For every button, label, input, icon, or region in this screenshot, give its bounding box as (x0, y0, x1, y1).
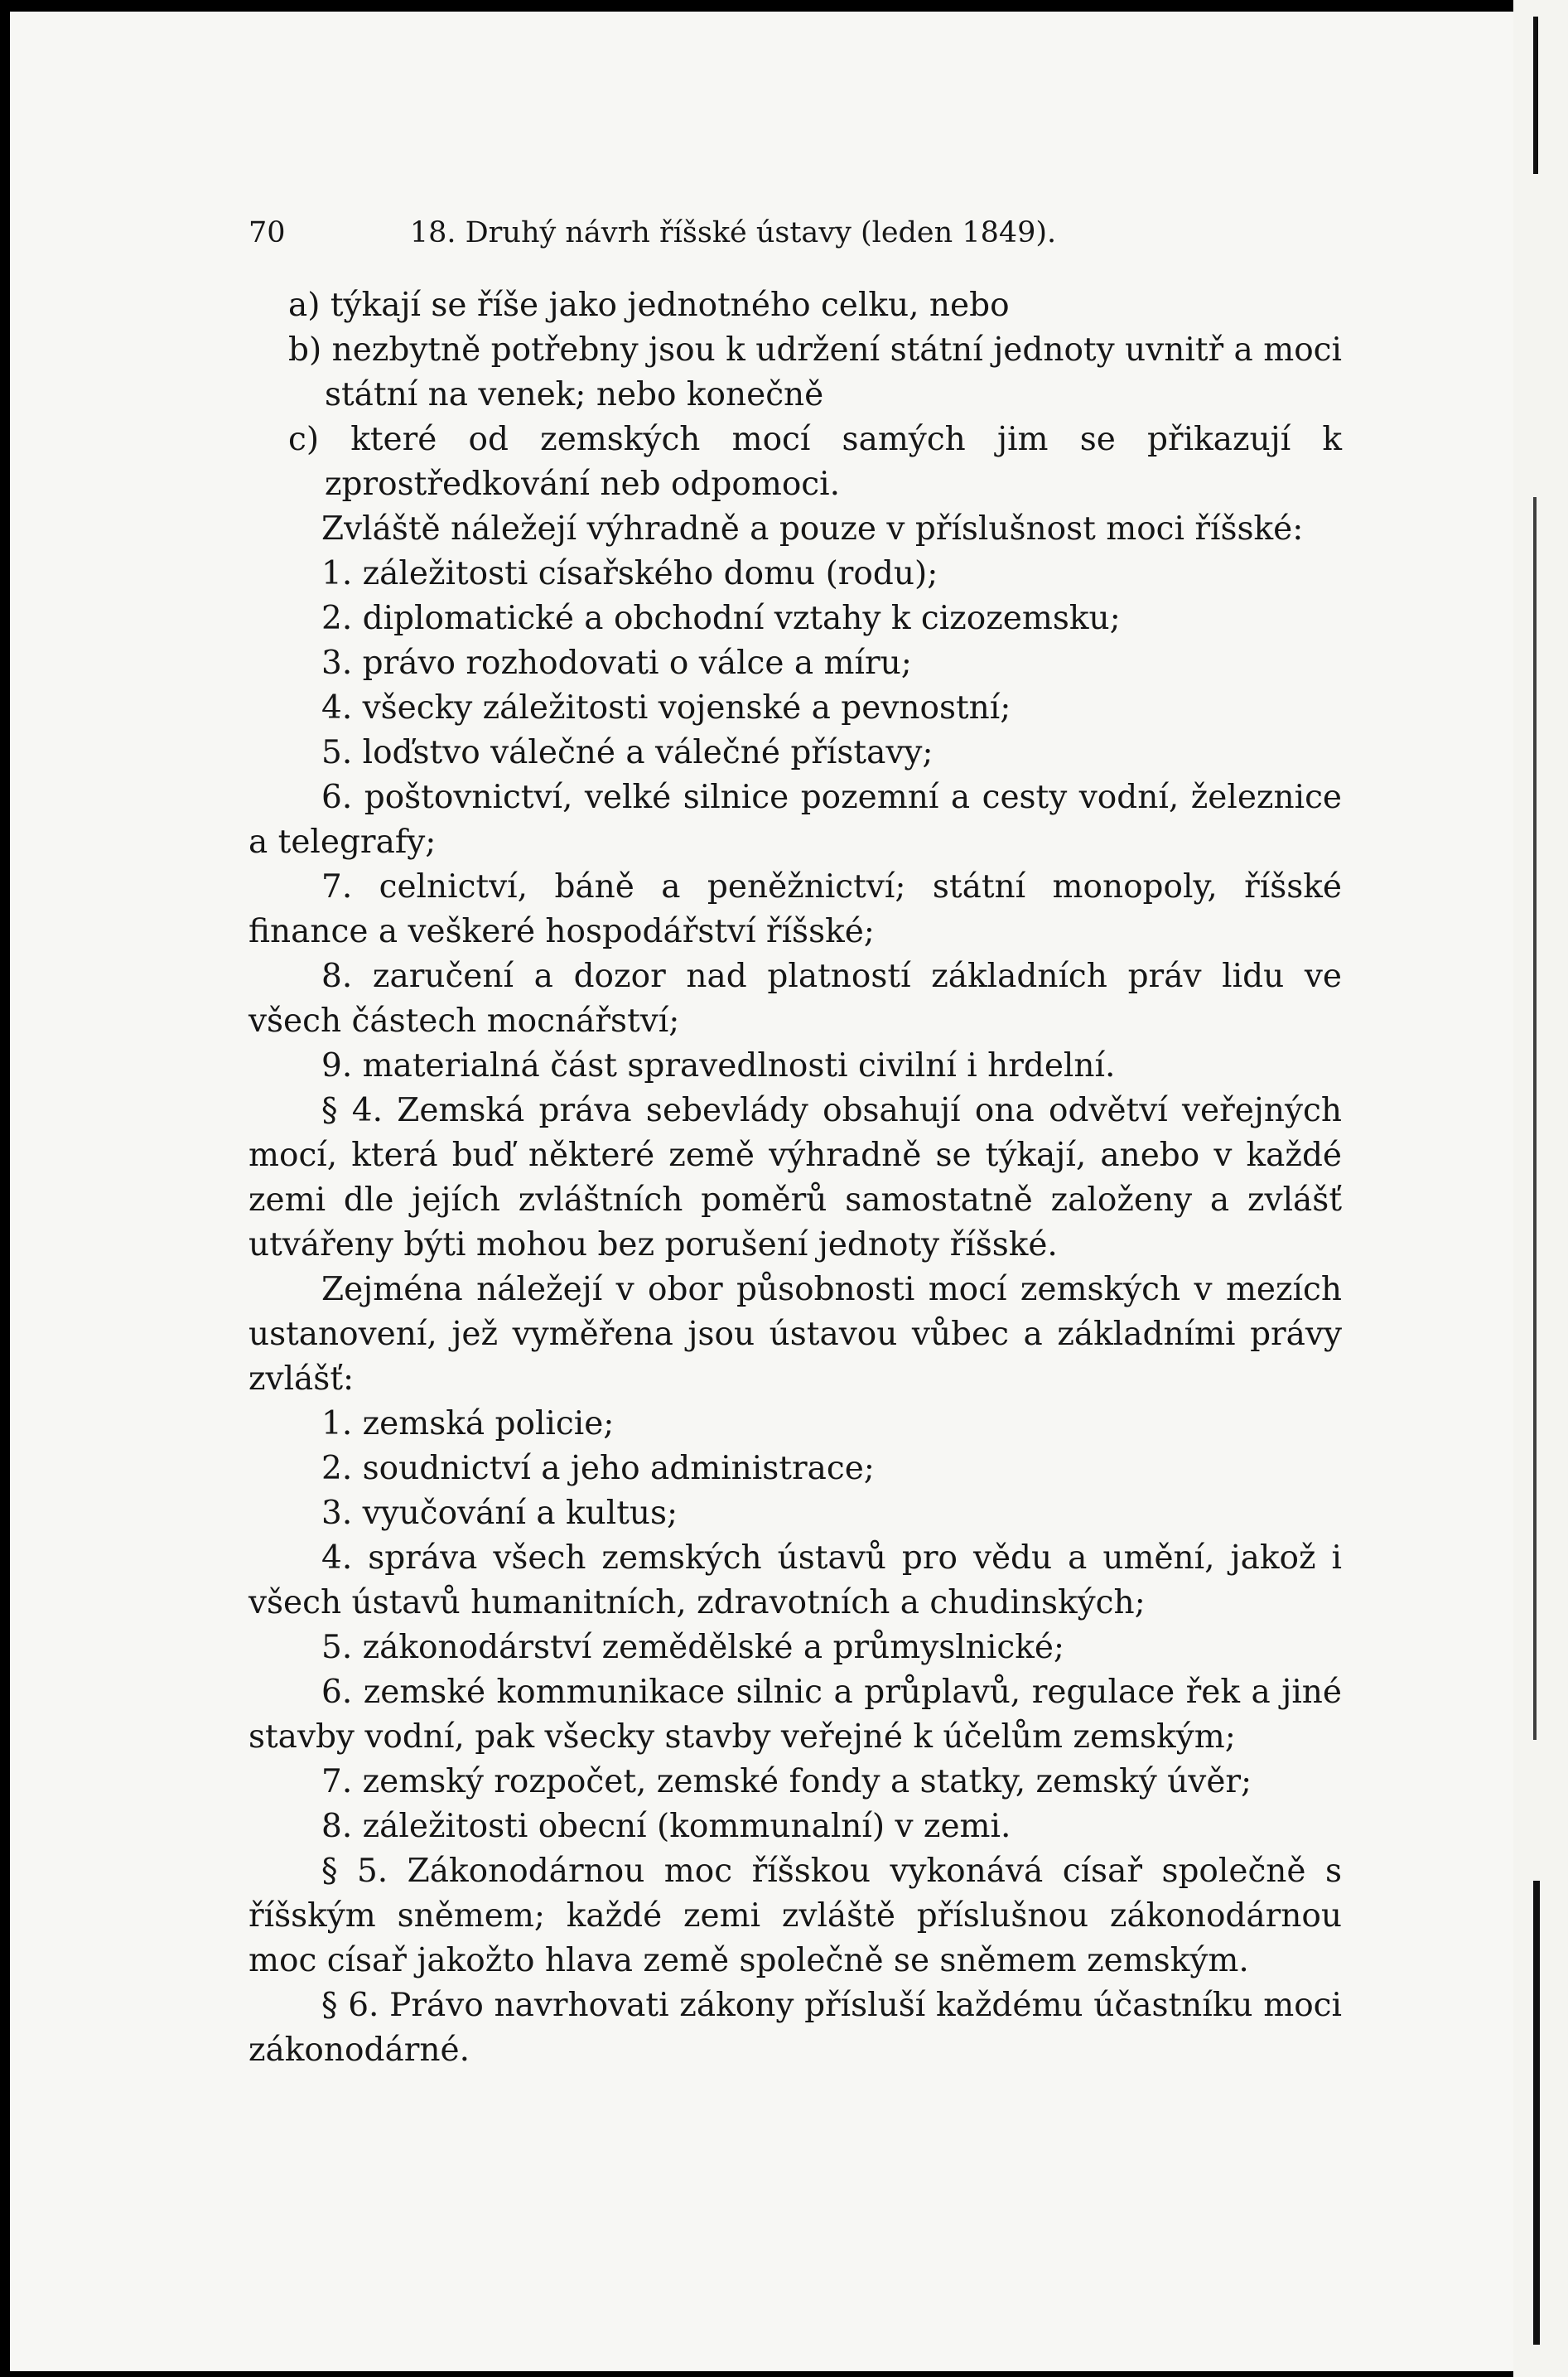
list2-item: 1. zemská policie; (321, 1405, 615, 1442)
list2-item: 3. vyučování a kultus; (321, 1495, 678, 1532)
item-a: a) týkají se říše jako jednotného celku, nebo (288, 287, 1010, 324)
edge-mark (1533, 1881, 1540, 2345)
page-header (248, 210, 1342, 255)
paragraph-5: § 5. Zákonodárnou moc říšskou vykonává císař společně s říšským sněmem; každé zemi zvláště příslušnou zákonodárnou moc císař jakožto hlava země společně se sněmem zemským. (248, 1853, 1342, 1979)
list2-item: 6. zemské kommunikace silnic a průplavů, regulace řek a jiné stavby vodní, pak všecky stavby veřejné k účelům zemským; (248, 1674, 1342, 1756)
list1-item: 9. materialná část spravedlnosti civilní i hrdelní. (321, 1047, 1116, 1085)
list2-item: 5. zákonodárství zemědělské a průmyslnické; (321, 1629, 1065, 1666)
item-c: c) které od zemských mocí samých jim se přikazují k zprostředkování neb odpomoci. (288, 421, 1342, 503)
list1-item: 5. loďstvo válečné a válečné přístavy; (321, 734, 934, 771)
page-number: 70 (248, 216, 286, 249)
intro-line: Zvláště náležejí výhradně a pouze v příslušnost moci říšské: (321, 510, 1304, 548)
edge-mark (1533, 17, 1538, 174)
edge-mark (1533, 497, 1537, 1740)
list1-item: 4. všecky záležitosti vojenské a pevnostní; (321, 689, 1011, 727)
paragraph-6: § 6. Právo navrhovati zákony přísluší každému účastníku moci zákonodárné. (248, 1987, 1342, 2069)
chapter-title: 18. Druhý návrh říšské ústavy (leden 1849). (409, 216, 1057, 249)
list1-item: 7. celnictví, báně a peněžnictví; státní monopoly, říšské finance a veškeré hospodářství říšské; (248, 868, 1342, 950)
document-text (248, 210, 1342, 2073)
list2-item: 8. záležitosti obecní (kommunalní) v zemi. (321, 1808, 1011, 1845)
list1-item: 3. právo rozhodovati o válce a míru; (321, 645, 912, 682)
list1-item: 1. záležitosti císařského domu (rodu); (321, 555, 938, 592)
list1-item: 8. zaručení a dozor nad platností základních práv lidu ve všech částech mocnářství; (248, 958, 1342, 1040)
list1-item: 2. diplomatické a obchodní vztahy k cizozemsku; (321, 600, 1121, 637)
list2-item: 7. zemský rozpočet, zemské fondy a statky, zemský úvěr; (321, 1763, 1252, 1800)
list2-item: 2. soudnictví a jeho administrace; (321, 1450, 875, 1487)
paragraph-4b: Zejména náležejí v obor působnosti mocí zemských v mezích ustanovení, jež vyměřena jsou ústavou vůbec a základními právy zvlášť: (248, 1271, 1342, 1398)
list2-item: 4. správa všech zemských ústavů pro vědu a umění, jakož i všech ústavů humanitních, zdravotních a chudinských; (248, 1539, 1342, 1621)
page-edge (1513, 0, 1568, 2377)
list1-item: 6. poštovnictví, velké silnice pozemní a cesty vodní, železnice a telegrafy; (248, 779, 1342, 861)
paragraph-4: § 4. Zemská práva sebevlády obsahují ona odvětví veřejných mocí, která buď některé země výhradně se týkají, anebo v každé zemi dle jejích zvláštních poměrů samostatně založeny a zvlášť utvářeny býti mohou bez porušení jednoty říšské. (248, 1092, 1342, 1263)
item-b: b) nezbytně potřebny jsou k udržení státní jednoty uvnitř a moci státní na venek; nebo konečně (288, 331, 1342, 413)
